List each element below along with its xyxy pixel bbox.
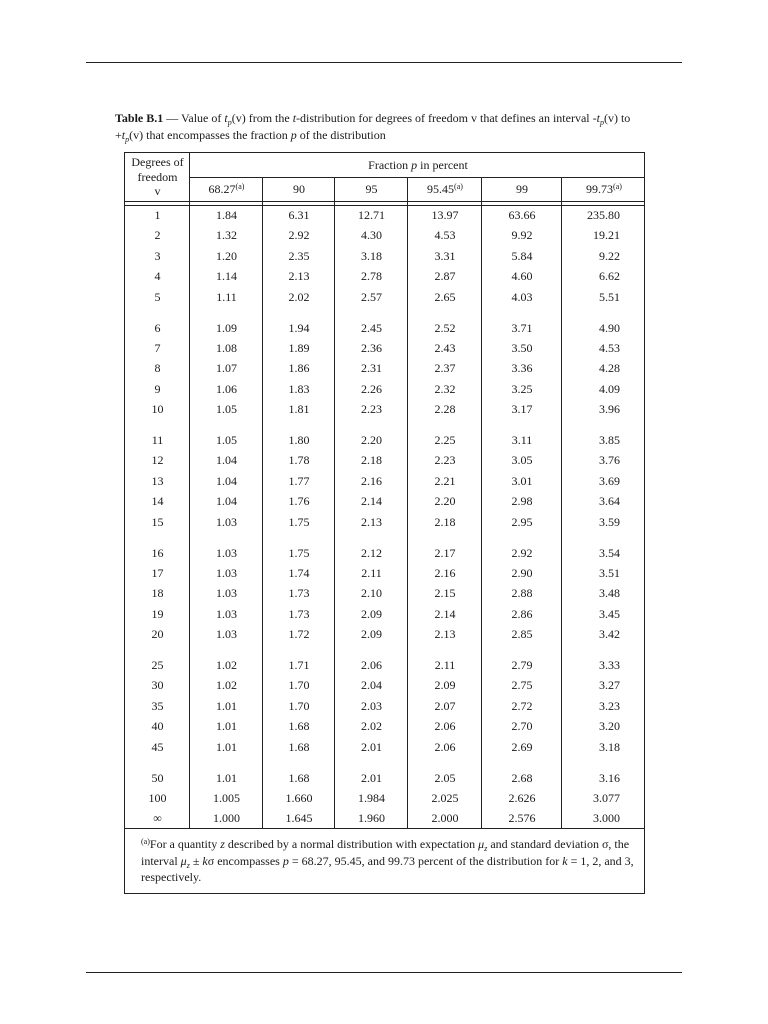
table-cell: 1.32 [216,228,237,243]
table-cell: 2.32 [434,381,456,396]
degrees-of-freedom-cell: 40 [151,719,164,734]
degrees-of-freedom-cell: 20 [151,627,164,642]
table-cell: 1.14 [216,269,237,284]
table-cell: 1.86 [288,361,310,376]
column-header: 99.73$^{(a)}$ [586,182,622,196]
column-header: 95 [365,182,378,196]
table-cell: 1.75 [288,545,310,560]
degrees-of-freedom-cell: 8 [154,361,161,376]
table-cell: 5.51 [599,289,620,304]
table-cell: 2.35 [288,248,310,263]
degrees-of-freedom-cell: 35 [151,698,164,713]
table-cell: 2.90 [511,565,533,580]
table-cell: 1.73 [288,586,310,601]
table-cell: 2.10 [361,586,382,601]
table-cell: 3.42 [599,627,620,642]
table-cell: 4.28 [599,361,620,376]
table-cell: 1.01 [216,719,237,734]
table-cell: 3.33 [599,658,620,672]
table-cell: 1.89 [288,340,310,355]
table-cell: 1.660 [285,790,313,805]
table-cell: 2.70 [511,719,533,734]
row-divider [125,201,644,202]
degrees-of-freedom-cell: 13 [151,473,164,488]
table-cell: 1.01 [216,698,237,713]
degrees-of-freedom-cell: 9 [154,381,161,396]
table-cell: 3.96 [599,402,620,417]
table-cell: 1.94 [288,320,310,335]
table-cell: 2.06 [361,658,382,672]
table-cell: 1.68 [288,770,310,785]
table-cell: 2.21 [434,473,456,488]
table-cell: 3.16 [599,770,620,785]
table-cell: 9.22 [599,248,620,263]
table-cell: 2.07 [434,698,456,713]
table-cell: 12.71 [358,208,385,222]
table-cell: 1.83 [288,381,310,396]
table-cell: 1.75 [288,514,310,529]
table-cell: 2.68 [511,770,533,785]
table-cell: 2.03 [361,698,382,713]
table-cell: 2.09 [434,678,456,693]
table-cell: 3.50 [511,340,533,355]
table-cell: 2.25 [434,433,456,447]
degrees-of-freedom-cell: 4 [154,269,161,284]
table-cell: 2.87 [434,269,456,284]
table-cell: 2.79 [511,658,533,672]
table-cell: 2.02 [361,719,382,734]
t-distribution-table [124,152,645,894]
table-cell: 4.03 [511,289,533,304]
table-cell: 2.43 [434,340,456,355]
table-cell: 1.84 [216,208,237,222]
table-cell: 3.76 [599,453,620,468]
table-cell: 2.02 [288,289,310,304]
degrees-of-freedom-cell: 18 [151,586,164,601]
table-cell: 3.17 [511,402,533,417]
degrees-of-freedom-cell: 45 [151,739,164,754]
table-cell: 2.13 [288,269,310,284]
table-cell: 2.13 [361,514,382,529]
table-cell: 2.09 [361,606,382,621]
table-cell: 4.60 [511,269,533,284]
table-cell: 19.21 [593,228,620,243]
degrees-of-freedom-cell: 30 [151,678,164,693]
table-cell: 2.23 [434,453,456,468]
table-cell: 2.69 [511,739,533,754]
table-cell: 2.98 [511,494,533,509]
bottom-rule [86,972,682,973]
table-cell: 2.75 [511,678,533,693]
degrees-of-freedom-cell: 25 [151,658,164,672]
table-cell: 2.26 [361,381,382,396]
table-cell: 3.36 [511,361,533,376]
table-cell: 3.01 [511,473,533,488]
table-cell: 1.03 [216,565,237,580]
degrees-of-freedom-cell: 3 [154,248,161,263]
table-cell: 1.71 [288,658,310,672]
table-cell: 2.52 [434,320,456,335]
degrees-of-freedom-cell: 16 [151,545,164,560]
table-cell: 1.20 [216,248,237,263]
table-cell: 2.86 [511,606,533,621]
table-cell: 1.09 [216,320,237,335]
table-cell: 4.30 [361,228,382,243]
table-cell: 1.07 [216,361,237,376]
table-cell: 1.03 [216,627,237,642]
table-cell: 3.31 [434,248,456,263]
table-cell: 63.66 [508,208,536,222]
table-cell: 3.18 [361,248,382,263]
column-header: 99 [516,182,528,196]
table-cell: 1.70 [288,698,310,713]
table-cell: 1.05 [216,402,237,417]
table-cell: 235.80 [587,208,620,222]
table-cell: 5.84 [511,248,533,263]
top-rule [86,62,682,63]
table-cell: 1.68 [288,719,310,734]
table-cell: 1.03 [216,545,237,560]
table-cell: 1.81 [288,402,310,417]
table-cell: 1.02 [216,678,237,693]
table-cell: 4.90 [599,320,620,335]
table-cell: 1.03 [216,514,237,529]
table-cell: 2.23 [361,402,382,417]
table-cell: 2.13 [434,627,456,642]
table-cell: 1.04 [216,453,237,468]
table-cell: 3.71 [511,320,533,335]
column-header: 68.27$^{(a)}$ [208,182,245,196]
degrees-of-freedom-cell: ∞ [153,811,162,826]
table-cell: 2.01 [361,739,382,754]
table-cell: 2.31 [361,361,382,376]
table-cell: 4.09 [599,381,620,396]
table-cell: 2.06 [434,719,456,734]
table-cell: 3.25 [511,381,533,396]
table-cell: 2.20 [434,494,456,509]
table-cell: 3.59 [599,514,620,529]
table-cell: 3.85 [599,433,620,447]
table-cell: 1.005 [213,790,240,805]
table-cell: 1.04 [216,473,237,488]
header-fraction: Fraction p in percent [368,158,468,172]
row-divider [125,205,644,206]
table-cell: 1.11 [216,289,237,304]
table-cell: 2.14 [361,494,382,509]
table-cell: 2.025 [431,790,459,805]
table-cell: 3.077 [593,790,620,805]
table-cell: 1.02 [216,658,237,672]
degrees-of-freedom-cell: 12 [151,453,164,468]
table-cell: 2.14 [434,606,456,621]
header-degrees-of-freedom: Degrees of freedom v [131,155,184,198]
degrees-of-freedom-cell: 14 [151,494,164,509]
table-cell: 3.20 [599,719,620,734]
table-cell: 2.01 [361,770,382,785]
table-cell: 1.78 [288,453,310,468]
table-cell: 2.09 [361,627,382,642]
degrees-of-freedom-cell: 11 [151,433,164,447]
table-cell: 2.18 [434,514,456,529]
table-cell: 1.960 [358,811,385,826]
table-cell: 1.68 [288,739,310,754]
table-cell: 2.95 [511,514,533,529]
table-cell: 3.69 [599,473,620,488]
table-cell: 2.16 [361,473,382,488]
row-divider [125,828,644,829]
table-cell: 1.08 [216,340,237,355]
table-cell: 3.05 [511,453,533,468]
table-cell: 2.11 [361,565,382,580]
degrees-of-freedom-cell: 7 [154,340,161,355]
degrees-of-freedom-cell: 10 [151,402,164,417]
table-cell: 2.72 [511,698,533,713]
table-cell: 2.92 [288,228,310,243]
table-cell: 1.77 [288,473,310,488]
table-cell: 3.54 [599,545,620,560]
row-divider [190,177,644,178]
table-cell: 3.45 [599,606,620,621]
table-cell: 1.80 [288,433,310,447]
table-cell: 2.04 [361,678,382,693]
table-cell: 3.27 [599,678,620,693]
table-cell: 2.88 [511,586,533,601]
table-cell: 2.37 [434,361,456,376]
table-cell: 2.576 [508,811,536,826]
table-cell: 3.64 [599,494,620,509]
table-cell: 2.06 [434,739,456,754]
table-cell: 2.000 [431,811,459,826]
table-cell: 9.92 [511,228,533,243]
table-footnote: $^{(a)}$For a quantity z described by a normal distribution with expectation $\mu_z$ and standard deviation σ, the interval $\mu_z \pm k\sigma$ encompasses p = 68.27, 95.45, and 99.73 percent of the distribution for k = 1, 2, and 3, respectively. [141,837,634,884]
table-cell: 2.05 [434,770,456,785]
table-cell: 2.16 [434,565,456,580]
table-cell: 2.92 [511,545,533,560]
table-cell: 3.11 [511,433,533,447]
degrees-of-freedom-cell: 6 [154,320,161,335]
table-cell: 13.97 [431,208,459,222]
degrees-of-freedom-cell: 17 [151,565,164,580]
degrees-of-freedom-cell: 100 [148,790,167,805]
table-cell: 2.18 [361,453,382,468]
degrees-of-freedom-cell: 1 [154,208,161,222]
table-cell: 1.01 [216,739,237,754]
table-cell: 2.78 [361,269,382,284]
table-cell: 2.11 [434,658,456,672]
table-cell: 2.57 [361,289,382,304]
table-cell: 1.74 [288,565,310,580]
table-cell: 2.12 [361,545,382,560]
column-header: 95.45$^{(a)}$ [427,182,463,196]
table-cell: 2.20 [361,433,382,447]
table-cell: 6.62 [599,269,620,284]
table-cell: 1.03 [216,606,237,621]
table-cell: 1.76 [288,494,310,509]
table-cell: 1.06 [216,381,237,396]
table-cell: 2.28 [434,402,456,417]
table-cell: 3.48 [599,586,620,601]
table-cell: 2.65 [434,289,456,304]
table-cell: 3.23 [599,698,620,713]
table-cell: 1.01 [216,770,237,785]
degrees-of-freedom-cell: 15 [151,514,164,529]
table-cell: 2.17 [434,545,456,560]
table-cell: 1.000 [213,811,240,826]
table-label: Table B.1 [115,111,164,125]
table-cell: 3.18 [599,739,620,754]
table-caption: Table B.1 — Value of $t_p(v)$ from the t-distribution for degrees of freedom v that defines an interval $-t_p(v)$ to $+t_p(v)$ that encompasses the fraction p of the distribution [115,111,631,144]
table-cell: 2.36 [361,340,382,355]
degrees-of-freedom-cell: 50 [151,770,164,785]
table-cell: 1.73 [288,606,310,621]
table-cell: 4.53 [434,228,456,243]
table-cell: 1.05 [216,433,237,447]
table-cell: 3.000 [593,811,620,826]
table-cell: 1.70 [288,678,310,693]
degrees-of-freedom-cell: 2 [154,228,161,243]
degrees-of-freedom-cell: 5 [154,289,161,304]
column-header: 90 [293,182,305,196]
table-cell: 6.31 [288,208,310,222]
table-cell: 1.04 [216,494,237,509]
table-cell: 2.45 [361,320,382,335]
table-cell: 1.72 [288,627,310,642]
table-cell: 1.03 [216,586,237,601]
table-cell: 2.15 [434,586,456,601]
table-cell: 3.51 [599,565,620,580]
table-cell: 1.645 [285,811,313,826]
table-cell: 2.626 [508,790,536,805]
degrees-of-freedom-cell: 19 [151,606,164,621]
table-cell: 1.984 [358,790,385,805]
table-cell: 4.53 [599,340,620,355]
table-cell: 2.85 [511,627,533,642]
